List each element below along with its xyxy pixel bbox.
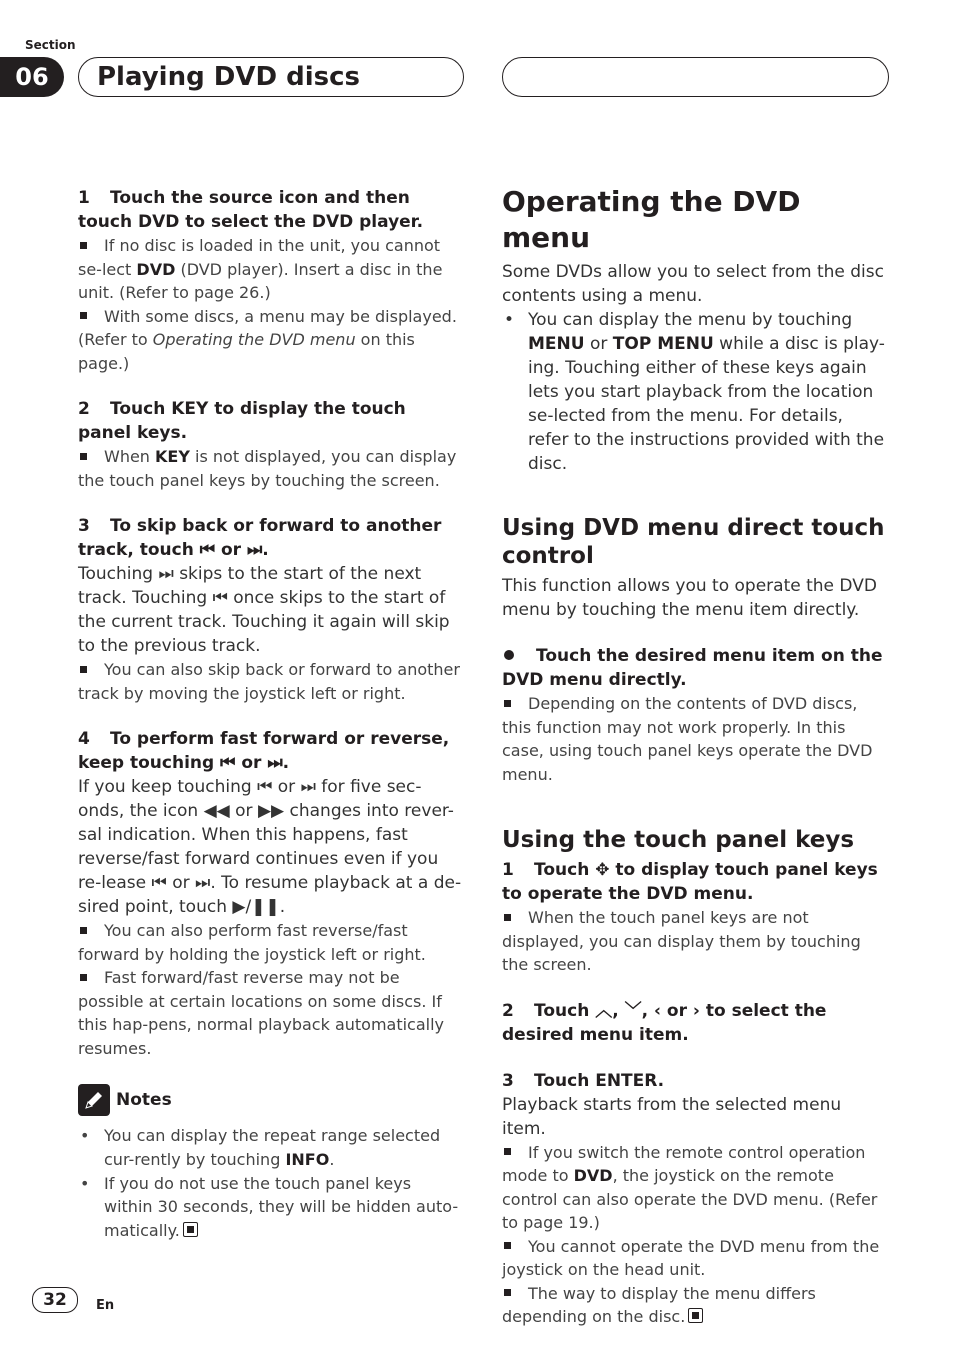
step-3-note: You can also skip back or forward to another track by moving the joystick left or right.: [78, 660, 460, 703]
skip-back-icon: ⏮: [220, 753, 236, 773]
square-bullet-icon: [504, 700, 511, 707]
direct-touch-step: Touch the desired menu item on the DVD menu directly.: [502, 646, 883, 690]
step-1: 1 Touch the source icon and then touch DVD to select the DVD player.: [78, 188, 424, 232]
direct-touch-body: This function allows you to operate the DVD menu by touching the menu item directly.: [502, 576, 877, 620]
touch-panel-keys-heading: Using the touch panel keys: [502, 827, 855, 853]
section-title: Playing DVD discs: [97, 62, 360, 92]
square-bullet-icon: [80, 666, 87, 673]
square-bullet-icon: [80, 453, 87, 460]
square-bullet-icon: [80, 312, 87, 319]
step-3-body: Touching ⏭ skips to the start of the next track. Touching ⏮ once skips to the start of the current track. Touching it again will skip to the previous track.: [78, 564, 450, 656]
square-bullet-icon: [80, 974, 87, 981]
left-arrow-icon: ‹: [654, 1000, 662, 1021]
skip-back-icon: ⏮: [199, 540, 216, 560]
keys-step-3-note-1: If you switch the remote control operation mode to DVD, the joystick on the remote control can also operate the DVD menu. (Refer to page 19.): [502, 1142, 878, 1232]
step-4-body: If you keep touching ⏮ or ⏭ for five sec-onds, the icon ◀◀ or ▶▶ changes into rever-sal indication. When this happens, fast reverse/fast forward continues even if you re-lease ⏮ or ⏭. To resume playback at a de-sired point, touch ▶/❚❚.: [78, 777, 462, 917]
keys-step-2: 2 Touch ︿, ﹀, ‹ or › to select the desired menu item.: [502, 1000, 827, 1045]
step-4-note-1: You can also perform fast reverse/fast forward by holding the joystick left or right.: [78, 921, 426, 964]
square-bullet-icon: [80, 242, 87, 249]
skip-forward-icon: ⏭: [195, 873, 211, 893]
square-bullet-icon: [80, 927, 87, 934]
intro-text: Some DVDs allow you to select from the disc contents using a menu.: [502, 262, 884, 306]
step-3: 3 To skip back or forward to another track, touch ⏮ or ⏭.: [78, 516, 442, 560]
keys-step-1-note: When the touch panel keys are not displayed, you can display them by touching the screen.: [502, 908, 861, 974]
step-1-note-1: If no disc is loaded in the unit, you cannot se-lect DVD (DVD player). Insert a disc in the unit. (Refer to page 26.): [78, 236, 443, 302]
section-title-box: [78, 57, 464, 97]
square-bullet-icon: [504, 1148, 511, 1155]
end-mark-icon: [183, 1222, 198, 1237]
skip-forward-icon: ⏭: [158, 564, 174, 584]
square-bullet-icon: [504, 1289, 511, 1296]
left-column: [78, 186, 464, 1243]
menu-bullet: • You can display the menu by touching MENU or TOP MENU while a disc is play-ing. Touching either of these keys again lets you start playback from the location se-lected from the menu. For details, refer to the instructions provided with the disc.: [502, 308, 888, 476]
fast-forward-icon: ▶▶: [257, 801, 285, 821]
step-4: 4 To perform fast forward or reverse, keep touching ⏮ or ⏭.: [78, 729, 450, 773]
skip-forward-icon: ⏭: [246, 540, 263, 560]
keys-step-3-note-2: You cannot operate the DVD menu from the joystick on the head unit.: [502, 1236, 880, 1279]
language-label: En: [96, 1298, 115, 1313]
section-number-badge: 06: [0, 57, 64, 97]
step-1-note-2: With some discs, a menu may be displayed. (Refer to Operating the DVD menu on this page.): [78, 306, 457, 373]
pencil-note-icon: [78, 1084, 110, 1116]
page-number: 32: [32, 1287, 78, 1313]
bullet-dot-icon: [504, 650, 514, 660]
operating-dvd-menu-heading: Operating the DVD menu: [502, 185, 801, 254]
skip-back-icon: ⏮: [151, 873, 167, 893]
skip-back-icon: ⏮: [212, 588, 228, 608]
square-bullet-icon: [504, 1242, 511, 1249]
notes-item-1: • You can display the repeat range selected cur-rently by touching INFO.: [78, 1124, 464, 1172]
skip-forward-icon: ⏭: [300, 777, 316, 797]
down-arrow-icon: ﹀: [624, 1000, 642, 1021]
skip-back-icon: ⏮: [257, 777, 273, 797]
notes-item-2: • If you do not use the touch panel keys within 30 seconds, they will be hidden auto-matically.: [78, 1172, 464, 1243]
notes-heading: [78, 1084, 464, 1116]
keys-step-3: 3 Touch ENTER.: [502, 1070, 665, 1091]
step-2: 2 Touch KEY to display the touch panel keys.: [78, 399, 406, 443]
step-4-note-2: Fast forward/fast reverse may not be possible at certain locations on some discs. If this hap-pens, normal playback automatically resumes.: [78, 968, 445, 1058]
up-arrow-icon: ︿: [595, 1000, 613, 1021]
rewind-icon: ◀◀: [203, 801, 230, 821]
step-2-note: When KEY is not displayed, you can display the touch panel keys by touching the screen.: [78, 447, 457, 490]
right-column: [502, 184, 888, 1329]
end-mark-icon: [688, 1308, 703, 1323]
keys-step-3-note-3: The way to display the menu differs depending on the disc.: [502, 1283, 816, 1326]
play-pause-icon: ▶/❚❚: [232, 897, 280, 917]
cross-arrows-icon: ✥: [595, 860, 610, 880]
skip-forward-icon: ⏭: [267, 753, 283, 773]
section-label: Section: [25, 38, 76, 52]
notes-title: Notes: [116, 1090, 172, 1110]
direct-touch-note: Depending on the contents of DVD discs, this function may not work properly. In this case, using touch panel keys operate the DVD menu.: [502, 694, 873, 784]
empty-header-box: [502, 57, 889, 97]
keys-step-1: 1 Touch ✥ to display touch panel keys to operate the DVD menu.: [502, 860, 878, 904]
square-bullet-icon: [504, 914, 511, 921]
direct-touch-heading: Using DVD menu direct touch control: [502, 515, 885, 569]
right-arrow-icon: ›: [692, 1000, 700, 1021]
keys-step-3-body: Playback starts from the selected menu item.: [502, 1094, 842, 1139]
